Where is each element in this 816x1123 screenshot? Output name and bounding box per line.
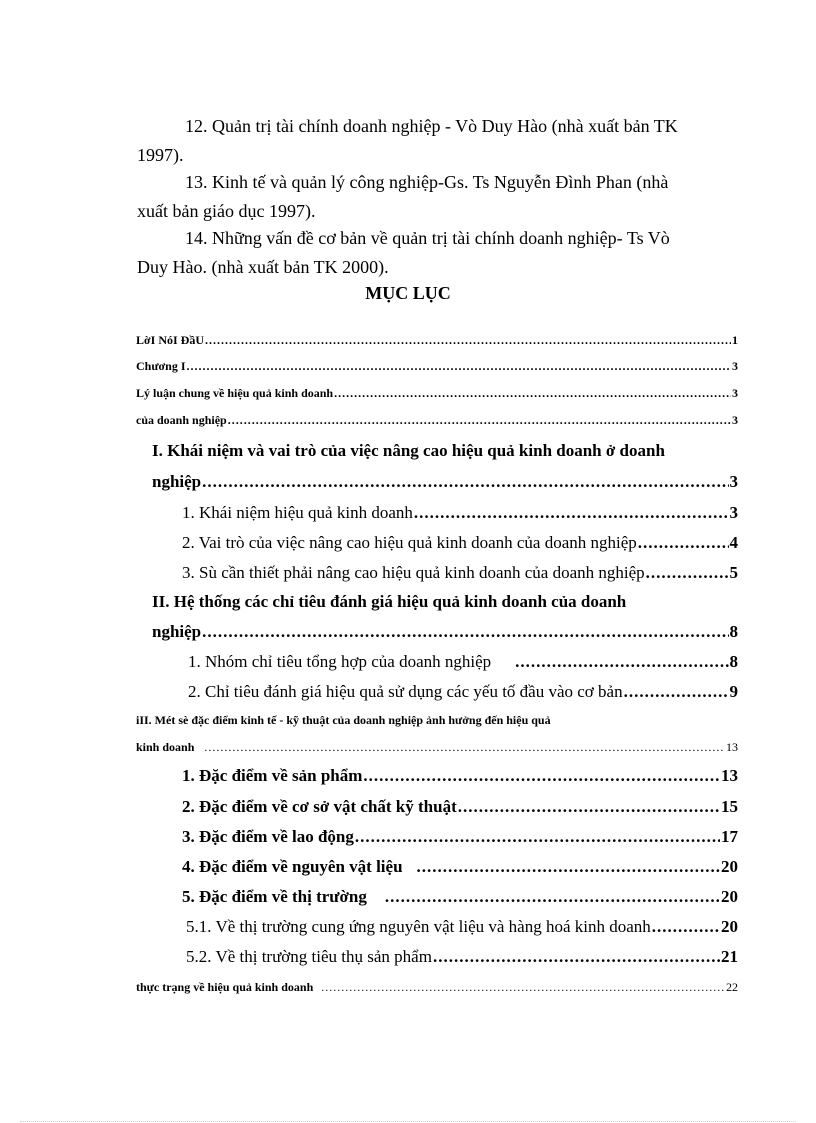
toc-entry[interactable] [182,563,738,583]
toc-entry[interactable] [152,622,738,642]
toc-leader [652,917,720,937]
toc-entry[interactable] [186,917,738,937]
toc-entry[interactable] [182,766,738,786]
toc-leader [414,503,729,523]
toc-label: 2. Đặc điểm về cơ sở vật chất kỹ thuật [182,797,457,816]
reference-item [137,224,743,282]
toc-label: 1. Nhóm chỉ tiêu tổng hợp của doanh nghiệp [188,652,492,671]
reference-text-cont: xuất bản giáo dục 1997). [137,201,316,221]
toc-entry[interactable] [182,887,738,907]
toc-leader [204,740,725,755]
toc-leader [228,413,731,428]
toc-entry[interactable] [136,359,738,374]
toc-page-number: 15 [721,797,738,816]
toc-label: 1. Khái niệm hiệu quả kinh doanh [182,503,413,522]
toc-leader [458,797,720,817]
reference-text: 13. Kinh tế và quản lý công nghiệp-Gs. Ts Nguyễn Đình Phan (nhà [185,172,669,192]
toc-leader [646,563,729,583]
toc-label: LờI NóI ĐầU [136,333,204,347]
toc-leader [363,766,720,786]
toc-leader [202,622,728,642]
toc-label: 3. Sù cần thiết phải nâng cao hiệu quả kinh doanh của doanh nghiệp [182,563,645,582]
toc-page-number: 3 [732,386,738,400]
toc-entry[interactable] [182,827,738,847]
toc-entry[interactable] [182,503,738,523]
toc-label: nghiệp [152,622,202,641]
toc-section-heading: iII. Mét sè đặc điểm kinh tế - kỹ thuật của doanh nghiệp ảnh hưởng đến hiệu quả [136,713,551,727]
toc-title: MỤC LỤC [365,283,451,303]
toc-page-number: 3 [729,503,738,522]
toc-leader [638,533,729,553]
reference-text: 14. Những vấn đề cơ bản về quản trị tài chính doanh nghiệp- Ts Vò [185,228,670,248]
reference-text: 12. Quản trị tài chính doanh nghiệp - Vò Duy Hào (nhà xuất bản TK [185,116,678,136]
toc-page-number: 5 [729,563,738,582]
toc-leader [202,472,728,492]
toc-entry[interactable] [152,472,738,492]
toc-leader [433,947,720,967]
toc-page-number: 3 [732,359,738,373]
reference-text-cont: 1997). [137,145,184,165]
toc-page-number: 21 [721,947,738,966]
toc-page-number: 1 [732,333,738,347]
toc-page-number: 13 [726,740,738,754]
toc-entry[interactable] [188,652,738,672]
toc-leader [385,887,720,907]
reference-text-cont: Duy Hào. (nhà xuất bản TK 2000). [137,257,389,277]
toc-page-number: 20 [721,857,738,876]
toc-leader [187,359,731,374]
toc-entry[interactable] [186,947,738,967]
toc-label: 3. Đặc điểm về lao động [182,827,354,846]
toc-page-number: 20 [721,917,738,936]
toc-entry[interactable] [136,740,738,755]
toc-entry[interactable] [136,386,738,401]
toc-entry[interactable] [182,797,738,817]
toc-leader [321,980,725,995]
toc-label: thực trạng về hiệu quả kinh doanh [136,980,314,994]
page-bottom-divider [20,1121,796,1122]
toc-label: Lý luận chung về hiệu quả kinh doanh [136,386,334,400]
toc-label: 5.1. Về thị trường cung ứng nguyên vật liệu và hàng hoá kinh doanh [186,917,651,936]
toc-entry[interactable] [136,980,738,995]
reference-item [137,112,743,170]
toc-label: nghiệp [152,472,202,491]
toc-label: 2. Chỉ tiêu đánh giá hiệu quả sử dụng các yếu tố đầu vào cơ bản [188,682,623,701]
toc-page-number: 8 [729,622,738,641]
toc-label: 4. Đặc điểm về nguyên vật liệu [182,857,403,876]
toc-label: 5.2. Về thị trường tiêu thụ sản phẩm [186,947,432,966]
toc-page-number: 3 [729,472,738,491]
toc-leader [334,386,731,401]
toc-entry[interactable] [136,333,738,348]
toc-page-number: 3 [732,413,738,427]
toc-page-number: 4 [729,533,738,552]
toc-page-number: 13 [721,766,738,785]
toc-section-heading: II. Hệ thống các chỉ tiêu đánh giá hiệu quả kinh doanh của doanh [152,592,627,611]
toc-leader [417,857,720,877]
toc-page-number: 20 [721,887,738,906]
toc-leader [355,827,720,847]
toc-page-number: 9 [729,682,738,701]
toc-leader [205,333,731,348]
toc-entry[interactable] [136,413,738,428]
toc-leader [624,682,729,702]
reference-item [137,168,743,226]
toc-leader [515,652,728,672]
toc-entry[interactable] [182,857,738,877]
toc-label: 1. Đặc điểm về sản phẩm [182,766,363,785]
toc-label: Chương I [136,359,186,373]
toc-label: kinh doanh [136,740,195,754]
toc-page-number: 22 [726,980,738,994]
toc-page-number: 17 [721,827,738,846]
toc-page-number: 8 [729,652,738,671]
toc-entry[interactable] [188,682,738,702]
toc-label: của doanh nghiệp [136,413,227,427]
toc-label: 5. Đặc điểm về thị trường [182,887,367,906]
toc-label: 2. Vai trò của việc nâng cao hiệu quả kinh doanh của doanh nghiệp [182,533,637,552]
toc-section-heading: I. Khái niệm và vai trò của việc nâng cao hiệu quả kinh doanh ở doanh [152,441,665,460]
toc-entry[interactable] [182,533,738,553]
